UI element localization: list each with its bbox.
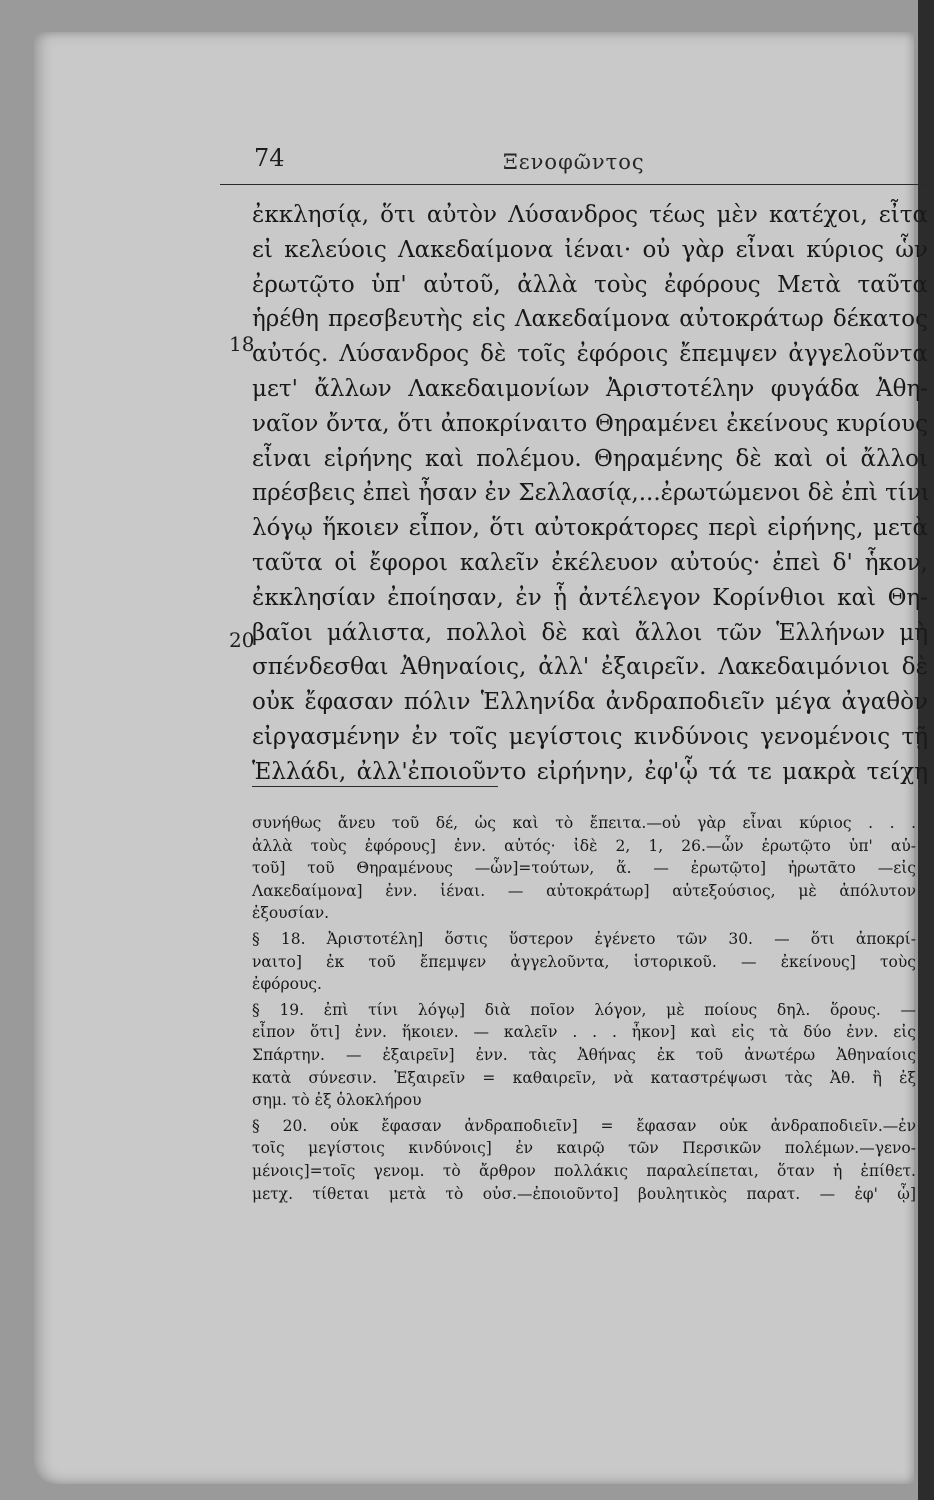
text-line: πρέσβεις ἐπεὶ ἦσαν ἐν Σελλασίᾳ,...ἐρωτώμενοι δὲ ἐπὶ τίνι [252, 480, 930, 507]
text-line: ἐκκλησίαν ἐποίησαν, ἐν ᾗ ἀντέλεγον Κορίνθιοι καὶ Θη- [252, 584, 928, 611]
note-line: § 18. Ἀριστοτέλη] ὅστις ὕστερον ἐγένετο τῶν 30. — ὅτι ἀποκρί- [252, 929, 916, 948]
note-line: ἐφόρους. [252, 975, 322, 994]
page-number: 74 [254, 144, 285, 172]
margin-section-number-20: 20 [229, 628, 255, 652]
text-line: λόγῳ ἥκοιεν εἶπον, ὅτι αὐτοκράτορες περὶ εἰρήνης, μετὰ [252, 515, 928, 542]
text-line: εἶναι εἰρήνης καὶ πολέμου. Θηραμένης δὲ καὶ οἱ ἄλλοι [252, 445, 928, 472]
running-head: Ξενοφῶντος [503, 150, 645, 174]
note-line: τοῦ] τοῦ Θηραμένους —ὧν]=τούτων, ἅ. — ἐρωτῷτο] ἠρωτᾶτο —εἰς [252, 859, 916, 878]
footnote-divider [252, 786, 498, 787]
text-line: μετ' ἄλλων Λακεδαιμονίων Ἀριστοτέλην φυγάδα Ἀθη- [252, 375, 928, 402]
text-line: ἐρωτῷτο ὑπ' αὐτοῦ, ἀλλὰ τοὺς ἐφόρους Μετὰ ταῦτα [252, 271, 928, 298]
note-line: Λακεδαίμονα] ἐνν. ἰέναι. — αὐτοκράτωρ] αὐτεξούσιος, μὲ ἀπόλυτον [252, 881, 916, 900]
note-line: τοῖς μεγίστοις κινδύνοις] ἐν καιρῷ τῶν Περσικῶν πολέμων.—γενο- [252, 1139, 916, 1158]
note-line: μένοις]=τοῖς γενομ. τὸ ἄρθρον πολλάκις παραλείπεται, ὅταν ἡ ἐπίθετ. [252, 1161, 916, 1180]
note-line: § 19. ἐπὶ τίνι λόγῳ] διὰ ποῖον λόγον, μὲ ποίους δηλ. ὅρους. — [252, 1000, 916, 1019]
note-line: κατὰ σύνεσιν. Ἐξαιρεῖν = καθαιρεῖν, νὰ καταστρέψωσι τὰς Ἀθ. ἢ ἐξ [252, 1068, 916, 1087]
text-line: ἡρέθη πρεσβευτὴς εἰς Λακεδαίμονα αὐτοκράτωρ δέκατος [252, 306, 928, 333]
note-line: μετχ. τίθεται μετὰ τὸ οὐσ.—ἐποιοῦντο] βουλητικὸς παρατ. — ἐφ' ᾧ] [252, 1184, 916, 1203]
text-line: οὐκ ἔφασαν πόλιν Ἑλληνίδα ἀνδραποδιεῖν μέγα ἀγαθὸν [252, 689, 928, 716]
text-line: σπένδεσθαι Ἀθηναίοις, ἀλλ' ἐξαιρεῖν. Λακεδαιμόνιοι δὲ [252, 654, 928, 681]
text-line: Ἑλλάδι, ἀλλ'ἐποιοῦντο εἰρήνην, ἐφ'ᾧ τά τε μακρὰ τείχη [252, 758, 928, 785]
text-line: ταῦτα οἱ ἔφοροι καλεῖν ἐκέλευον αὐτούς· ἐπεὶ δ' ἧκον, [252, 549, 928, 576]
text-line: ἐκκλησίᾳ, ὅτι αὐτὸν Λύσανδρος τέως μὲν κατέχοι, εἶτα [252, 202, 928, 228]
note-line: Σπάρτην. — ἐξαιρεῖν] ἐνν. τὰς Ἀθήνας ἐκ τοῦ ἀνωτέρω Ἀθηναίοις [252, 1045, 916, 1064]
footnotes [252, 812, 916, 1205]
text-line: ναῖον ὄντα, ὅτι ἀποκρίναιτο Θηραμένει ἐκείνους κυρίους [252, 410, 928, 437]
page-header [220, 140, 930, 185]
note-line: ναιτο] ἐκ τοῦ ἔπεμψεν ἀγγελοῦντα, ἱστορικοῦ. — ἐκείνους] τοὺς [252, 952, 916, 971]
note-line: εἶπον ὅτι] ἐνν. ἥκοιεν. — καλεῖν . . . ἧκον] καὶ εἰς τὰ δύο ἐνν. εἰς [252, 1023, 916, 1042]
text-line: βαῖοι μάλιστα, πολλοὶ δὲ καὶ ἄλλοι τῶν Ἑλλήνων μὴ [252, 619, 928, 646]
text-line: εἰ κελεύοις Λακεδαίμονα ἰέναι· οὐ γὰρ εἶναι κύριος ὧν [252, 236, 928, 263]
margin-section-number-18: 18 [229, 332, 255, 356]
main-text [252, 198, 928, 790]
text-line: αὐτός. Λύσανδρος δὲ τοῖς ἐφόροις ἔπεμψεν ἀγγελοῦντα [252, 341, 928, 368]
note-line: ἀλλὰ τοὺς ἐφόρους] ἐνν. αὐτός· ἰδὲ 2, 1, 26.—ὧν ἐρωτῷτο ὑπ' αὐ- [252, 836, 916, 855]
note-line: σημ. τὸ ἐξ ὁλοκλήρου [252, 1091, 422, 1110]
text-line: εἰργασμένην ἐν τοῖς μεγίστοις κινδύνοις γενομένοις τῇ [252, 723, 928, 750]
note-line: § 20. οὐκ ἔφασαν ἀνδραποδιεῖν] = ἔφασαν οὐκ ἀνδραποδιεῖν.—ἐν [252, 1116, 916, 1135]
note-line: συνήθως ἄνευ τοῦ δέ, ὡς καὶ τὸ ἔπειτα.—οὐ γὰρ εἶναι κύριος . . . [252, 814, 916, 832]
note-line: ἐξουσίαν. [252, 904, 330, 923]
